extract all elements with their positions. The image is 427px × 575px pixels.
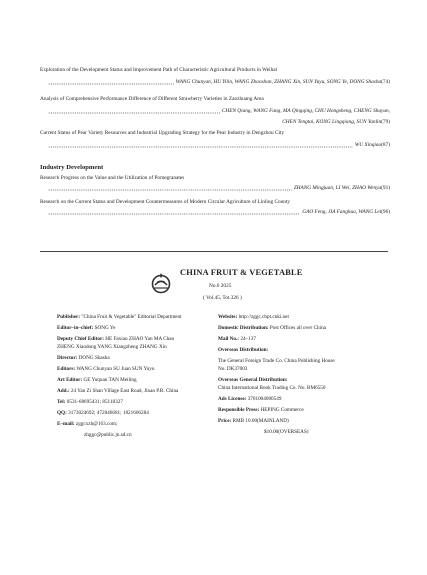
- editors-row: Editors: WANG Chunyan SU Juan SUN Yuyu: [57, 366, 155, 372]
- publication-info-right: [218, 314, 388, 440]
- director-row: Director: DONG Shasha: [57, 355, 110, 361]
- address-row: Add.: 24 Yan Zi Shan Village East Road, Jinan P.R. China: [57, 388, 179, 394]
- art-editor-row: Art Editor: GE Yuquan TAN Meiling: [57, 377, 137, 383]
- article-authors: CHEN Tengtai, KONG Lingqiang, SUN Yanlin: [282, 119, 382, 125]
- article-page: (96): [381, 209, 390, 215]
- editor-row: Editor–in–chief: SONG Ye: [57, 325, 116, 331]
- dot-leader: [48, 79, 174, 85]
- tel-row: Tel: 0531-68695431; 85118327: [57, 399, 123, 405]
- deputy-editor-row: Deputy Chief Editor: HE Faxiao ZHAO Yan MA Chao: [57, 336, 175, 342]
- overseas-distribution-value: The General Foreign Trade Co. China Publishing House: [218, 358, 335, 364]
- page-divider: [40, 251, 388, 252]
- deputy-editor-row-2: ZHENG Xiaodong YANG Xiangzheng ZHANG Xin: [57, 344, 167, 350]
- ads-license-row: Ads License: 3701004000549: [218, 396, 282, 402]
- article-title: Current Status of Pear Variety Resources and Industrial Upgrading Strategy for the Pear Industry in Dengzhou City: [40, 130, 285, 136]
- email-row: E–mail: zggcxzb@163.com;: [57, 421, 118, 427]
- toc-article: [40, 96, 390, 126]
- issue-number: No.6 2025: [209, 283, 232, 289]
- responsible-press-row: Responsible Press: HEPING Commerce: [218, 407, 304, 413]
- article-authors: WANG Chunyan, HU Yilin, WANG Zhaoshan, ZHANG Xin, SUN Yuyu, SONG Ye, DONG Shasha: [175, 79, 382, 85]
- overseas-general-row: Overseas General Distribution:: [218, 377, 288, 383]
- publication-info-left: [57, 314, 217, 443]
- article-title: Analysis of Comprehensive Performance Difference of Different Strawberry Varieties in Zaozhuang Area: [40, 96, 264, 102]
- dot-leader: [48, 142, 353, 148]
- overseas-distribution-row: Overseas Distribution:: [218, 347, 269, 353]
- domestic-distribution-row: Domestic Distribution: Post Offices all over China: [218, 325, 326, 331]
- website-row: Website: http://zggc.cbpt.cnki.net: [218, 314, 289, 320]
- email-row-2: zhggc@public.jn.sd.cn: [84, 432, 132, 438]
- article-authors: CHEN Qiang, WANG Fang, MA Qingqing, CHU Hongsheng, CHENG Shuyun,: [221, 108, 390, 114]
- article-authors: ZHANG Mingjuan, LI Wei, ZHAO Wenya: [293, 185, 382, 191]
- mail-number-row: Mail No.: 24–137: [218, 336, 256, 342]
- article-page: (74): [381, 79, 390, 85]
- section-heading: Industry Development: [40, 164, 104, 171]
- article-page: (87): [381, 142, 390, 148]
- toc-article: [40, 130, 390, 149]
- overseas-general-value: China International Book Trading Co. No. BM6550: [218, 385, 326, 391]
- article-title: Research Progress on the Value and the Utilization of Pomegranates: [40, 175, 185, 181]
- price-row-2: $10.00(OVERSEAS): [264, 429, 309, 435]
- toc-article: [40, 67, 390, 86]
- overseas-distribution-value-2: No. DK37003: [218, 366, 248, 372]
- dot-leader: [48, 209, 300, 215]
- dot-leader: [48, 185, 292, 191]
- journal-logo-icon: [150, 272, 172, 294]
- article-title: Research on the Current Status and Development Countermeasures of Modern Circular Agriculture of Linling County: [40, 199, 291, 205]
- publisher-row: Publisher: "China Fruit & Vegetable" Editorial Department: [57, 314, 182, 320]
- journal-title: CHINA FRUIT & VEGETABLE: [180, 268, 303, 277]
- volume-info: ( Vol.45, Tot.326 ): [203, 295, 242, 301]
- article-authors: GAO Feng, JIA Fanghua, WANG Lei: [302, 209, 382, 215]
- article-title: Exploration of the Development Status and Improvement Path of Characteristic Agricultural Products in Weihai: [40, 67, 278, 73]
- article-page: (79): [381, 119, 390, 125]
- article-page: (91): [381, 185, 390, 191]
- qq-row: QQ: 3173024692; 472046681; 1821666284: [57, 410, 149, 416]
- article-authors: WU Xinqiao: [354, 142, 382, 148]
- toc-article: [40, 175, 390, 192]
- toc-article: [40, 199, 390, 216]
- dot-leader: [48, 108, 220, 114]
- price-row: Price: RMB 10.00(MAINLAND): [218, 418, 289, 424]
